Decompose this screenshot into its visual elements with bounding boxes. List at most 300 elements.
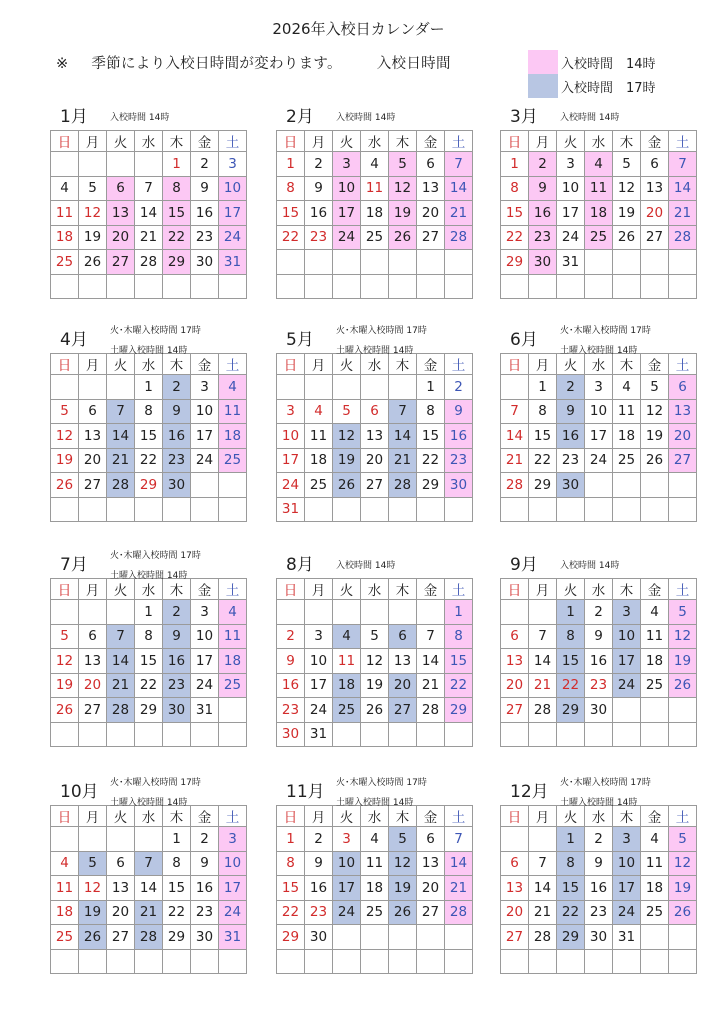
week-row bbox=[277, 624, 473, 649]
day-cell: 16 bbox=[163, 649, 191, 674]
day-cell: 16 bbox=[585, 876, 613, 901]
day-cell: 28 bbox=[669, 225, 697, 250]
day-cell: 28 bbox=[135, 925, 163, 950]
month-name: 10月 bbox=[60, 782, 99, 802]
day-cell: 16 bbox=[529, 201, 557, 226]
week-row bbox=[277, 698, 473, 723]
empty-cell bbox=[79, 949, 107, 974]
day-cell: 25 bbox=[585, 225, 613, 250]
day-cell: 31 bbox=[305, 722, 333, 747]
empty-cell bbox=[305, 600, 333, 625]
week-row bbox=[51, 250, 247, 275]
day-cell: 11 bbox=[613, 399, 641, 424]
day-cell: 16 bbox=[277, 673, 305, 698]
empty-cell bbox=[501, 722, 529, 747]
weekday-header: 金 bbox=[191, 806, 219, 827]
month-calendar bbox=[500, 777, 696, 974]
empty-cell bbox=[557, 722, 585, 747]
day-cell: 15 bbox=[163, 876, 191, 901]
empty-cell bbox=[361, 497, 389, 522]
day-cell: 19 bbox=[389, 876, 417, 901]
empty-cell bbox=[135, 722, 163, 747]
day-cell: 19 bbox=[669, 649, 697, 674]
day-cell: 14 bbox=[501, 424, 529, 449]
week-row bbox=[501, 201, 697, 226]
day-cell: 20 bbox=[417, 876, 445, 901]
weekday-header: 日 bbox=[51, 806, 79, 827]
empty-cell bbox=[51, 152, 79, 177]
day-cell: 30 bbox=[163, 698, 191, 723]
empty-cell bbox=[529, 497, 557, 522]
empty-cell bbox=[107, 600, 135, 625]
day-cell: 8 bbox=[417, 399, 445, 424]
empty-cell bbox=[361, 600, 389, 625]
day-cell: 27 bbox=[417, 225, 445, 250]
empty-cell bbox=[333, 375, 361, 400]
day-cell: 7 bbox=[445, 827, 473, 852]
day-cell: 22 bbox=[557, 900, 585, 925]
day-cell: 24 bbox=[305, 698, 333, 723]
weekday-header: 火 bbox=[107, 806, 135, 827]
day-cell: 12 bbox=[51, 424, 79, 449]
week-row bbox=[277, 673, 473, 698]
day-cell: 20 bbox=[501, 900, 529, 925]
day-cell: 14 bbox=[669, 176, 697, 201]
day-cell: 26 bbox=[669, 673, 697, 698]
month-name: 6月 bbox=[510, 330, 538, 350]
day-cell: 17 bbox=[191, 649, 219, 674]
month-name: 3月 bbox=[510, 107, 538, 127]
day-cell: 15 bbox=[557, 876, 585, 901]
empty-cell bbox=[135, 497, 163, 522]
weekday-header: 月 bbox=[79, 806, 107, 827]
month-time-note: 土曜入校時間 14時 bbox=[560, 798, 638, 808]
day-cell: 7 bbox=[107, 624, 135, 649]
day-cell: 29 bbox=[135, 698, 163, 723]
day-cell: 1 bbox=[417, 375, 445, 400]
empty-cell bbox=[333, 497, 361, 522]
day-cell: 16 bbox=[191, 876, 219, 901]
day-cell: 28 bbox=[107, 698, 135, 723]
day-cell: 22 bbox=[277, 900, 305, 925]
day-cell: 28 bbox=[445, 900, 473, 925]
day-cell: 11 bbox=[333, 649, 361, 674]
day-cell: 6 bbox=[669, 375, 697, 400]
day-cell: 14 bbox=[445, 176, 473, 201]
weekday-header: 火 bbox=[107, 131, 135, 152]
weekday-header: 日 bbox=[51, 354, 79, 375]
weekday-header: 土 bbox=[219, 131, 247, 152]
day-cell: 10 bbox=[219, 176, 247, 201]
day-cell: 25 bbox=[51, 250, 79, 275]
day-cell: 24 bbox=[219, 225, 247, 250]
empty-cell bbox=[389, 375, 417, 400]
day-cell: 19 bbox=[641, 424, 669, 449]
day-cell: 31 bbox=[277, 497, 305, 522]
empty-cell bbox=[501, 600, 529, 625]
empty-cell bbox=[191, 473, 219, 498]
day-cell: 8 bbox=[277, 176, 305, 201]
empty-cell bbox=[501, 497, 529, 522]
month-header bbox=[276, 777, 472, 808]
week-row bbox=[51, 900, 247, 925]
empty-cell bbox=[163, 497, 191, 522]
week-row bbox=[501, 624, 697, 649]
month-calendar bbox=[500, 550, 696, 747]
week-row bbox=[501, 399, 697, 424]
day-cell: 23 bbox=[585, 900, 613, 925]
day-cell: 16 bbox=[191, 201, 219, 226]
day-cell: 1 bbox=[529, 375, 557, 400]
day-cell: 4 bbox=[51, 851, 79, 876]
empty-cell bbox=[191, 722, 219, 747]
day-cell: 16 bbox=[445, 424, 473, 449]
day-cell: 29 bbox=[557, 925, 585, 950]
day-cell: 6 bbox=[107, 176, 135, 201]
empty-cell bbox=[669, 698, 697, 723]
day-cell: 9 bbox=[305, 851, 333, 876]
empty-cell bbox=[613, 274, 641, 299]
day-cell: 14 bbox=[417, 649, 445, 674]
day-cell: 25 bbox=[51, 925, 79, 950]
empty-cell bbox=[389, 925, 417, 950]
month-header bbox=[276, 325, 472, 356]
week-row bbox=[277, 152, 473, 177]
weekday-header: 火 bbox=[557, 579, 585, 600]
day-cell: 2 bbox=[557, 375, 585, 400]
day-cell: 7 bbox=[529, 624, 557, 649]
empty-cell bbox=[79, 274, 107, 299]
weekday-header: 月 bbox=[529, 806, 557, 827]
month-time-note: 火･木曜入校時間 17時 bbox=[560, 326, 651, 336]
weekday-header: 水 bbox=[135, 131, 163, 152]
legend-swatch-pink bbox=[528, 50, 558, 74]
day-cell: 24 bbox=[333, 225, 361, 250]
day-cell: 20 bbox=[389, 673, 417, 698]
day-cell: 15 bbox=[277, 876, 305, 901]
day-cell: 27 bbox=[107, 250, 135, 275]
day-cell: 15 bbox=[417, 424, 445, 449]
weekday-header: 土 bbox=[445, 354, 473, 375]
day-cell: 22 bbox=[557, 673, 585, 698]
day-cell: 20 bbox=[641, 201, 669, 226]
month-time-note: 火･木曜入校時間 17時 bbox=[110, 778, 201, 788]
week-row bbox=[51, 600, 247, 625]
week-row bbox=[277, 851, 473, 876]
day-cell: 22 bbox=[529, 448, 557, 473]
day-cell: 5 bbox=[51, 624, 79, 649]
month-time-note: 土曜入校時間 14時 bbox=[560, 346, 638, 356]
empty-cell bbox=[163, 949, 191, 974]
weekday-header: 土 bbox=[445, 579, 473, 600]
day-cell: 5 bbox=[79, 851, 107, 876]
weekday-header: 日 bbox=[277, 131, 305, 152]
empty-cell bbox=[191, 497, 219, 522]
month-calendar bbox=[500, 102, 696, 299]
day-cell: 20 bbox=[79, 448, 107, 473]
day-cell: 25 bbox=[219, 448, 247, 473]
day-cell: 17 bbox=[333, 201, 361, 226]
weekday-header: 土 bbox=[219, 806, 247, 827]
day-cell: 17 bbox=[333, 876, 361, 901]
day-cell: 21 bbox=[389, 448, 417, 473]
empty-cell bbox=[107, 827, 135, 852]
day-cell: 1 bbox=[277, 827, 305, 852]
day-cell: 20 bbox=[107, 225, 135, 250]
weekday-header: 月 bbox=[305, 354, 333, 375]
legend-item-17 bbox=[528, 74, 656, 98]
day-cell: 3 bbox=[557, 152, 585, 177]
empty-cell bbox=[445, 925, 473, 950]
month-calendar bbox=[276, 325, 472, 522]
month-grid bbox=[276, 805, 473, 974]
weekday-header: 月 bbox=[79, 579, 107, 600]
weekday-header: 土 bbox=[669, 806, 697, 827]
weekday-header: 水 bbox=[585, 131, 613, 152]
week-row bbox=[501, 673, 697, 698]
day-cell: 18 bbox=[613, 424, 641, 449]
day-cell: 21 bbox=[107, 673, 135, 698]
day-cell: 8 bbox=[163, 176, 191, 201]
day-cell: 23 bbox=[191, 225, 219, 250]
weekday-header: 水 bbox=[585, 354, 613, 375]
day-cell: 20 bbox=[361, 448, 389, 473]
legend-label-17: 入校時間 17時 bbox=[561, 80, 656, 96]
weekday-header: 水 bbox=[361, 131, 389, 152]
empty-cell bbox=[51, 274, 79, 299]
month-time-note: 土曜入校時間 14時 bbox=[110, 798, 188, 808]
day-cell: 9 bbox=[557, 399, 585, 424]
day-cell: 13 bbox=[79, 649, 107, 674]
week-row bbox=[501, 225, 697, 250]
day-cell: 10 bbox=[585, 399, 613, 424]
empty-cell bbox=[529, 827, 557, 852]
day-cell: 10 bbox=[557, 176, 585, 201]
month-name: 1月 bbox=[60, 107, 88, 127]
week-row bbox=[277, 424, 473, 449]
day-cell: 4 bbox=[585, 152, 613, 177]
day-cell: 21 bbox=[529, 673, 557, 698]
day-cell: 28 bbox=[501, 473, 529, 498]
weekday-header: 火 bbox=[557, 806, 585, 827]
day-cell: 9 bbox=[529, 176, 557, 201]
empty-cell bbox=[641, 698, 669, 723]
month-header bbox=[50, 102, 246, 130]
empty-cell bbox=[305, 375, 333, 400]
week-row bbox=[277, 473, 473, 498]
week-row bbox=[51, 624, 247, 649]
day-cell: 20 bbox=[501, 673, 529, 698]
day-cell: 8 bbox=[557, 851, 585, 876]
day-cell: 29 bbox=[163, 250, 191, 275]
day-cell: 28 bbox=[529, 925, 557, 950]
day-cell: 6 bbox=[417, 827, 445, 852]
month-grid bbox=[50, 578, 247, 747]
day-cell: 21 bbox=[445, 876, 473, 901]
day-cell: 24 bbox=[333, 900, 361, 925]
empty-cell bbox=[389, 600, 417, 625]
empty-cell bbox=[501, 375, 529, 400]
weekday-header: 土 bbox=[445, 131, 473, 152]
day-cell: 29 bbox=[557, 698, 585, 723]
day-cell: 18 bbox=[361, 876, 389, 901]
legend-swatch-blue bbox=[528, 74, 558, 98]
day-cell: 11 bbox=[51, 201, 79, 226]
weekday-header: 木 bbox=[613, 354, 641, 375]
empty-cell bbox=[641, 473, 669, 498]
empty-cell bbox=[135, 274, 163, 299]
week-row bbox=[277, 399, 473, 424]
empty-cell bbox=[333, 949, 361, 974]
weekday-header: 木 bbox=[613, 131, 641, 152]
empty-cell bbox=[641, 722, 669, 747]
day-cell: 9 bbox=[163, 399, 191, 424]
month-time-note: 入校時間 14時 bbox=[560, 113, 620, 123]
day-cell: 21 bbox=[501, 448, 529, 473]
day-cell: 29 bbox=[277, 925, 305, 950]
day-cell: 23 bbox=[557, 448, 585, 473]
weekday-header: 金 bbox=[417, 579, 445, 600]
weekday-header: 火 bbox=[333, 806, 361, 827]
day-cell: 1 bbox=[135, 600, 163, 625]
day-cell: 26 bbox=[79, 925, 107, 950]
day-cell: 5 bbox=[613, 152, 641, 177]
day-cell: 18 bbox=[333, 673, 361, 698]
weekday-header: 月 bbox=[305, 806, 333, 827]
day-cell: 9 bbox=[191, 176, 219, 201]
empty-cell bbox=[641, 250, 669, 275]
day-cell: 28 bbox=[417, 698, 445, 723]
day-cell: 21 bbox=[445, 201, 473, 226]
empty-cell bbox=[417, 925, 445, 950]
day-cell: 23 bbox=[191, 900, 219, 925]
day-cell: 9 bbox=[191, 851, 219, 876]
weekday-header: 日 bbox=[501, 131, 529, 152]
day-cell: 12 bbox=[389, 851, 417, 876]
day-cell: 18 bbox=[219, 424, 247, 449]
empty-cell bbox=[389, 274, 417, 299]
day-cell: 19 bbox=[669, 876, 697, 901]
day-cell: 6 bbox=[79, 399, 107, 424]
day-cell: 16 bbox=[163, 424, 191, 449]
day-cell: 5 bbox=[79, 176, 107, 201]
empty-cell bbox=[445, 722, 473, 747]
day-cell: 26 bbox=[51, 473, 79, 498]
week-row bbox=[51, 497, 247, 522]
weekday-header: 火 bbox=[333, 131, 361, 152]
day-cell: 2 bbox=[191, 152, 219, 177]
day-cell: 10 bbox=[277, 424, 305, 449]
month-calendar bbox=[276, 550, 472, 747]
empty-cell bbox=[585, 473, 613, 498]
day-cell: 28 bbox=[135, 250, 163, 275]
empty-cell bbox=[585, 949, 613, 974]
month-time-note: 土曜入校時間 14時 bbox=[336, 346, 414, 356]
day-cell: 14 bbox=[135, 876, 163, 901]
day-cell: 30 bbox=[585, 698, 613, 723]
empty-cell bbox=[305, 949, 333, 974]
day-cell: 13 bbox=[361, 424, 389, 449]
empty-cell bbox=[641, 925, 669, 950]
week-row bbox=[501, 722, 697, 747]
week-row bbox=[51, 827, 247, 852]
month-calendar bbox=[50, 777, 246, 974]
day-cell: 24 bbox=[613, 900, 641, 925]
empty-cell bbox=[445, 497, 473, 522]
day-cell: 13 bbox=[417, 851, 445, 876]
day-cell: 4 bbox=[219, 375, 247, 400]
day-cell: 9 bbox=[585, 624, 613, 649]
weekday-header: 月 bbox=[529, 354, 557, 375]
empty-cell bbox=[501, 274, 529, 299]
day-cell: 25 bbox=[219, 673, 247, 698]
day-cell: 30 bbox=[305, 925, 333, 950]
empty-cell bbox=[361, 949, 389, 974]
day-cell: 31 bbox=[191, 698, 219, 723]
week-row bbox=[501, 649, 697, 674]
day-cell: 6 bbox=[417, 152, 445, 177]
day-cell: 17 bbox=[305, 673, 333, 698]
day-cell: 27 bbox=[641, 225, 669, 250]
day-cell: 21 bbox=[417, 673, 445, 698]
day-cell: 10 bbox=[191, 399, 219, 424]
week-row bbox=[501, 876, 697, 901]
day-cell: 30 bbox=[585, 925, 613, 950]
week-row bbox=[51, 274, 247, 299]
day-cell: 18 bbox=[641, 876, 669, 901]
weekday-header: 金 bbox=[641, 354, 669, 375]
day-cell: 3 bbox=[585, 375, 613, 400]
month-header bbox=[500, 102, 696, 130]
day-cell: 6 bbox=[641, 152, 669, 177]
day-cell: 19 bbox=[389, 201, 417, 226]
weekday-header: 日 bbox=[277, 806, 305, 827]
weekday-header: 金 bbox=[417, 131, 445, 152]
month-grid bbox=[50, 130, 247, 299]
empty-cell bbox=[305, 274, 333, 299]
weekday-header: 月 bbox=[529, 131, 557, 152]
weekday-header: 木 bbox=[613, 579, 641, 600]
empty-cell bbox=[333, 722, 361, 747]
day-cell: 19 bbox=[51, 673, 79, 698]
weekday-header: 土 bbox=[669, 354, 697, 375]
empty-cell bbox=[79, 827, 107, 852]
day-cell: 17 bbox=[219, 876, 247, 901]
day-cell: 22 bbox=[163, 225, 191, 250]
month-name: 8月 bbox=[286, 555, 314, 575]
day-cell: 2 bbox=[277, 624, 305, 649]
empty-cell bbox=[51, 375, 79, 400]
week-row bbox=[277, 925, 473, 950]
weekday-header: 月 bbox=[529, 579, 557, 600]
week-row bbox=[501, 473, 697, 498]
week-row bbox=[277, 448, 473, 473]
day-cell: 10 bbox=[333, 851, 361, 876]
day-cell: 8 bbox=[501, 176, 529, 201]
empty-cell bbox=[613, 473, 641, 498]
day-cell: 2 bbox=[529, 152, 557, 177]
day-cell: 18 bbox=[51, 900, 79, 925]
day-cell: 12 bbox=[641, 399, 669, 424]
empty-cell bbox=[501, 827, 529, 852]
empty-cell bbox=[669, 925, 697, 950]
day-cell: 4 bbox=[361, 152, 389, 177]
month-time-note: 土曜入校時間 14時 bbox=[110, 346, 188, 356]
day-cell: 10 bbox=[219, 851, 247, 876]
day-cell: 30 bbox=[191, 250, 219, 275]
day-cell: 9 bbox=[305, 176, 333, 201]
day-cell: 15 bbox=[277, 201, 305, 226]
